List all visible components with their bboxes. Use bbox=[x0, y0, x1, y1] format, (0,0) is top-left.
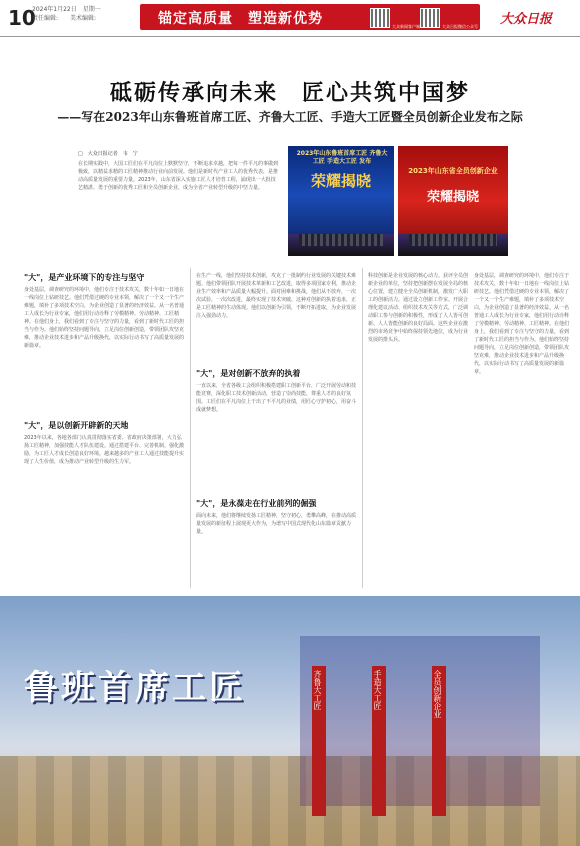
page-number: 10 bbox=[8, 6, 36, 30]
bottom-banner-photo bbox=[0, 596, 580, 846]
vertical-tag: 齐鲁大工匠 bbox=[312, 666, 326, 816]
column-paragraph: 身处基层，调查研究的环境中，他们专注于技术攻关，数十年如一日地在一线岗位上钻研技艺。他们凭借过硬的专业本领，解决了一个又一个生产难题，填补了多项技术空白，为企业创造了显著的经济效益。从一名普通工人成长为行业专家，他们用行动诠释了劳模精神、劳动精神、工匠精神。在他们身上，我们看到了专注与坚守的力量，看到了新时代工匠的担当与作为。他们始终坚持问题导向，立足岗位创新创造，带领团队攻坚克难，推动企业技术进步和产品升级换代，以实际行动书写了高质量发展的新篇章。 bbox=[474, 273, 570, 375]
award-photo-right bbox=[398, 146, 508, 256]
qr-label: 大众新闻客户端 bbox=[392, 24, 420, 29]
banner-title: 鲁班首席工匠 bbox=[24, 668, 246, 708]
vertical-tag: 全员创新企业 bbox=[432, 666, 446, 816]
article-byline: □ 大众日报记者 韦 宁 bbox=[78, 151, 138, 157]
qr-code-icon[interactable] bbox=[370, 8, 390, 28]
section-heading: "大"，是以创新开辟新的天地 bbox=[24, 421, 129, 430]
vertical-tag: 手造大工匠 bbox=[372, 666, 386, 816]
column-divider bbox=[362, 268, 363, 588]
date-line: 2024年1月22日 星期一 bbox=[32, 6, 101, 13]
editor-line: 责任编辑: 美术编辑: bbox=[32, 15, 97, 22]
award-photo-left bbox=[288, 146, 394, 256]
column-paragraph: 面向未来，他们将继续发扬工匠精神，坚守初心，勇攀高峰，在推动高质量发展的新征程上展现更大作为，为谱写中国式现代化山东篇章贡献力量。 bbox=[196, 513, 356, 535]
column-paragraph: 在生产一线，他们坚持技术创新，攻克了一批制约行业发展的关键技术难题。他们带领团队开展技术革新和工艺改进，取得多项国家专利，推动企业生产效率和产品质量大幅提升。面对困难和挑战，他们从不放弃，一次次试验，一次次改进，最终实现了技术突破。这种对创新的执着追求，正是工匠精神的生动体现。他们以创新为引领，不断开拓进取，为企业发展注入强劲动力。 bbox=[196, 273, 356, 319]
qr-label: 大众日报微信公众号 bbox=[442, 24, 478, 29]
section-heading: "大"，是对创新不放弃的执着 bbox=[196, 369, 301, 378]
slogan-text: 锚定高质量 塑造新优势 bbox=[158, 11, 323, 27]
photo-title: 荣耀揭晓 bbox=[310, 172, 371, 190]
qr-code-icon[interactable] bbox=[420, 8, 440, 28]
header-divider bbox=[0, 36, 580, 37]
column-paragraph: 科技创新是企业发展的核心动力。获评全员创新企业的单位，坚持把创新摆在发展全局的核心位置，建立健全全员创新机制，激发广大职工的创新活力。通过设立创新工作室、开展合理化建议活动、组织技术攻关等方式，广泛调动职工参与创新的积极性，形成了人人皆可创新、人人皆能创新的良好局面。这些企业在激烈的市场竞争中始终保持领先地位，成为行业发展的排头兵。 bbox=[368, 273, 468, 343]
photo-caption: 2023年山东鲁班首席工匠 齐鲁大工匠 手造大工匠 发布 bbox=[296, 150, 388, 165]
column-paragraph: 2023年以来，各地各部门认真贯彻落实省委、省政府决策部署，大力弘扬工匠精神，加强技能人才队伍建设。通过搭建平台、完善机制、强化激励，为工匠人才成长创造良好环境。越来越多的产业工人通过技能提升实现了人生价值，成为推动产业转型升级的生力军。 bbox=[24, 435, 184, 465]
section-heading: "大"，是产业环境下的专注与坚守 bbox=[24, 273, 145, 282]
section-heading: "大"，是永葆走在行业前列的倔强 bbox=[196, 499, 317, 508]
intro-paragraph: 在长期实践中，大国工匠们在平凡岗位上默默坚守，不断追求卓越，把每一件平凡的事做到极致，以精益求精的工匠精神推动行业向前发展。他们是新时代产业工人的优秀代表，是推动高质量发展的重要力量。2023年，山东省深入实施工匠人才培育工程，涌现出一大批技艺精湛、勇于创新的优秀工匠和全员创新企业，成为全省产业转型升级的中坚力量。 bbox=[78, 161, 278, 191]
column-divider bbox=[190, 268, 191, 588]
column-paragraph: 身处基层，调查研究的环境中，他们专注于技术攻关，数十年如一日地在一线岗位上钻研技艺。他们凭借过硬的专业本领，解决了一个又一个生产难题，填补了多项技术空白，为企业创造了显著的经济效益。从一名普通工人成长为行业专家，他们用行动诠释了劳模精神、劳动精神、工匠精神。在他们身上，我们看到了专注与坚守的力量，看到了新时代工匠的担当与作为。他们始终坚持问题导向，立足岗位创新创造，带领团队攻坚克难，推动企业技术进步和产品升级换代，以实际行动书写了高质量发展的新篇章。 bbox=[24, 287, 184, 349]
photo-title: 荣耀揭晓 bbox=[426, 190, 479, 205]
issue-date bbox=[32, 5, 101, 23]
newspaper-logo: 大众日报 bbox=[500, 12, 553, 27]
photo-caption: 2023年山东省全员创新企业 bbox=[408, 167, 498, 175]
article-subtitle: ——写在2023年山东鲁班首席工匠、齐鲁大工匠、手造大工匠暨全员创新企业发布之际 bbox=[57, 110, 523, 124]
article-title: 砥砺传承向未来 匠心共筑中国梦 bbox=[109, 81, 470, 106]
page-header bbox=[0, 0, 580, 36]
column-paragraph: 一直以来，全省各级工会组织积极搭建职工创新平台，广泛开展劳动和技能竞赛，深化职工技术创新活动，营造了崇尚技能、尊重人才的良好氛围。工匠们在平凡岗位上干出了不平凡的业绩，用匠心守护初心，用奋斗成就梦想。 bbox=[196, 383, 356, 413]
